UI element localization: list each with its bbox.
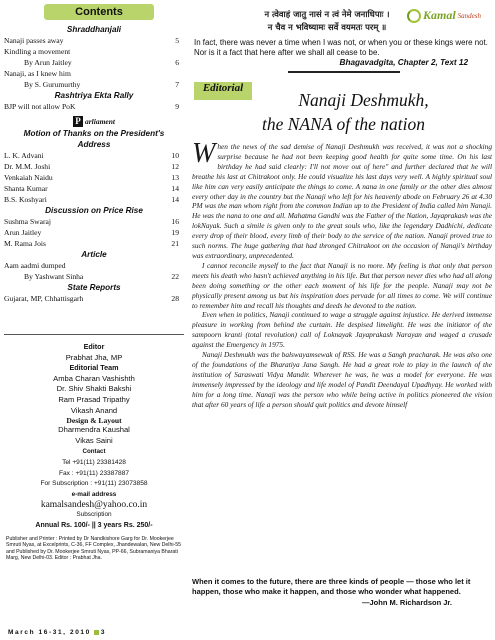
contact-label: Contact [82, 448, 106, 456]
drop-cap: W [192, 138, 216, 169]
toc-section-title: Motion of Thanks on the President's Address [23, 129, 165, 149]
editor-label: Editor [83, 342, 105, 351]
editor-name: Prabhat Jha, MP [65, 352, 123, 362]
toc-entry[interactable] [4, 271, 184, 282]
bottom-quote-attribution: —John M. Richardson Jr. [362, 597, 453, 607]
toc-entry-text: By Yashwant Sinha [24, 272, 84, 281]
toc-entry[interactable] [4, 238, 184, 249]
team-member: Ram Prasad Tripathy [58, 394, 130, 404]
toc-entry-page: 7 [175, 80, 179, 89]
toc-entry[interactable] [4, 293, 184, 304]
team-member: Amba Charan Vashishth [53, 373, 135, 383]
editorial-body [192, 138, 492, 409]
square-bullet-icon [94, 630, 99, 635]
toc-entry-page: 22 [171, 272, 179, 281]
toc-entry-text: Nanaji, as I knew him [4, 69, 71, 78]
article-paragraph: I cannot reconcile myself to the fact that Nanaji is no more. My feeling is that only that person meets his death who hasn't achieved anything in his life. But that person never dies who had all along been doing something or the other each moment of his life for the people. Nanaji may not be physically present among us but his inspiration does pervade for all times to come. We will continue to remember him and recall his thoughts and deeds he devoted to the nation. [192, 260, 492, 310]
table-of-contents [4, 24, 184, 304]
toc-section-title: Discussion on Price Rise [45, 206, 143, 215]
subscription-tel: For Subscription : +91(11) 23073858 [40, 480, 148, 488]
toc-entry[interactable] [4, 101, 184, 112]
toc-entry-text: By Arun Jaitley [24, 58, 72, 67]
article-paragraph: Even when in politics, Nanaji continued to wage a struggle against injustice. He derived immense pleasure in working from behind the curtain. He despised limelight. He was the initiator of the sampoorn kranti (total revolution) call of Loknayak Jayaprakash Narayan and waged a crusade against the Emergency in 1975. [192, 310, 492, 350]
parliament-logo [4, 114, 184, 128]
toc-entry-page: 21 [171, 239, 179, 248]
toc-entry-text: Arun Jaitley [4, 228, 42, 237]
quote-text: In fact, there was never a time when I was not, or when you or these kings were not. Nor is it a fact that here after we shall all cease to be. [194, 38, 488, 57]
toc-entry[interactable] [4, 150, 184, 161]
contents-heading: Contents [44, 4, 154, 20]
toc-entry[interactable] [4, 35, 184, 46]
sanskrit-verse [192, 8, 462, 34]
publisher-note: Publisher and Printer : Printed by Dr Nandkishore Garg for Dr. Mookerjee Smruti Nyas, at Excelprints, C-36, FF Complex, Jhandewalan, New Delhi-55 and Published by Dr. Mookerjee Smruti Nyas, PP-66, Subramaniya Bharati Marg, New Delhi-03. Editor : Prabhat Jha. [6, 535, 181, 562]
page-number: 3 [100, 629, 107, 636]
parliament-logo-letter: P [73, 116, 83, 127]
toc-entry-page: 9 [175, 102, 179, 111]
subscription-label: Subscription [76, 511, 112, 519]
quote-divider [288, 71, 400, 73]
toc-entry-text: L. K. Advani [4, 151, 44, 160]
contact-tel: Tel +91(11) 23381428 [62, 458, 126, 466]
toc-section-title: State Reports [67, 283, 121, 292]
parliament-logo-word: arliament [84, 116, 115, 126]
toc-entry-text: Venkaiah Naidu [4, 173, 53, 182]
toc-entry-page: 28 [171, 294, 179, 303]
toc-entry-text: BJP will not allow PoK [4, 102, 76, 111]
toc-entry-page: 16 [171, 217, 179, 226]
team-member: Vikash Anand [70, 405, 118, 415]
verse-translation [194, 38, 490, 67]
toc-entry[interactable] [4, 57, 184, 68]
toc-entry-text: Aam aadmi dumped [4, 261, 66, 270]
email-address[interactable]: kamalsandesh@yahoo.co.in [40, 500, 148, 511]
editorial-team-label: Editorial Team [69, 363, 119, 373]
toc-entry-text: B.S. Koshyari [4, 195, 47, 204]
editorial-tag: Editorial [194, 82, 252, 100]
headline-line-1: Nanaji Deshmukh, [298, 90, 429, 110]
toc-entry-text: By S. Gurumurthy [24, 80, 81, 89]
verse-line: न चैव न भविष्यामः सर्वे वयमतः परम् ॥ [267, 22, 387, 32]
toc-entry-text: M. Rama Jois [4, 239, 46, 248]
verse-line: न त्वेवाहं जातु नासं न त्वं नेमे जनाधिपाः । [264, 9, 390, 19]
logo-sub: Sandesh [457, 11, 481, 20]
toc-entry-text: Sushma Swaraj [4, 217, 52, 226]
toc-entry-page: 14 [171, 184, 179, 193]
toc-entry[interactable] [4, 161, 184, 172]
toc-entry-page: 5 [175, 36, 179, 45]
toc-entry-page: 6 [175, 58, 179, 67]
issue-footer [8, 629, 106, 636]
toc-entry-text: Kindling a movement [4, 47, 71, 56]
logo-main: Kamal [422, 8, 456, 22]
design-member: Dharmendra Kaushal [58, 425, 130, 435]
bottom-quote-text: When it comes to the future, there are three kinds of people — those who let it happen, those who make it happen, and those who wonder what happened. [192, 577, 471, 597]
paragraph-text: hen the news of the sad demise of Nanaji Deshmukh was received, it was not a shocking surprise because he had not been keeping good health for quite some time. On his last birthday he had said clearly: I'll not move out of here" and further declared that he will breathe his last at Chitrakoot only. He could visualize his last days very well. A highly spiritual soul like him can very easily anticipate the things to come. A nana in one family or the other dies almost every other day in the country but the Nanaji who left for his heavenly abode on February 26 at 4.30 PM was the man whom right from the common Indian up to the President of India called him Nanaji. He was the nana to one and all. Mahatma Gandhi was the Father of the Nation, Jayaprakash was the lokNayak. Such a simile is given only to the great souls who, like the legendary Dadhichi, dedicate every drop of their blood, every limb of their body to the service of the nation. Nanaji proved true to such norms. The huge gathering that had thronged Chitrakoot on the occasion of Nanaji's birthday was extraordinary, unprecedented. [192, 142, 492, 260]
contents-column [4, 2, 184, 636]
toc-entry[interactable] [4, 68, 184, 79]
toc-entry-page: 19 [171, 228, 179, 237]
quote-citation: Bhagavadgita, Chapter 2, Text 12 [339, 58, 468, 67]
toc-entry-text: Dr. M.M. Joshi [4, 162, 51, 171]
toc-entry-text: Shanta Kumar [4, 184, 48, 193]
contact-fax: Fax : +91(11) 23387887 [58, 469, 130, 477]
toc-section-title: Rashtriya Ekta Rally [54, 91, 134, 100]
editorial-column [192, 0, 495, 640]
toc-entry-page: 13 [171, 173, 179, 182]
design-member: Vikas Saini [75, 435, 113, 445]
toc-entry[interactable] [4, 260, 184, 271]
contents-divider [4, 334, 184, 335]
toc-entry-text: Gujarat, MP, Chhattisgarh [4, 294, 84, 303]
toc-entry[interactable] [4, 227, 184, 238]
headline-line-2: the NANA of the nation [261, 114, 425, 134]
subscription-rates: Annual Rs. 100/- || 3 years Rs. 250/- [35, 521, 153, 529]
toc-entry-page: 14 [171, 195, 179, 204]
toc-entry[interactable] [4, 172, 184, 183]
toc-entry[interactable] [4, 194, 184, 205]
article-paragraph: Nanaji Deshmukh was the balswayamsewak of RSS. He was a Sangh pracharak. He was also one of the foundations of the Bharatiya Jana Sangh. He had a great role to play in the launch of the institution of Saraswati Vidya Mandir. Wherever he was, he was a model for everyone. He was immensely impressed by the ideology and life model of Pandit Deendayal Upadhyay. He worked with him for a long time. Nanaji was the person who while being active in politics pioneered the vision that after 60 years of life a person should quit politics and devote himself [192, 350, 492, 409]
bottom-quote [192, 577, 492, 608]
email-label: e-mail address [71, 490, 117, 498]
headline [192, 88, 495, 136]
toc-entry[interactable] [4, 183, 184, 194]
issue-date: March 16-31, 2010 [8, 629, 91, 636]
team-member: Dr. Shiv Shakti Bakshi [56, 384, 132, 394]
masthead [4, 342, 184, 562]
article-paragraph [192, 138, 492, 261]
toc-entry-page: 10 [171, 151, 179, 160]
toc-entry[interactable] [4, 79, 184, 90]
toc-entry[interactable] [4, 216, 184, 227]
toc-section-title: Article [81, 250, 107, 259]
toc-entry[interactable] [4, 46, 184, 57]
toc-entry-page: 12 [171, 162, 179, 171]
design-label: Design & Layout [66, 416, 122, 426]
toc-section-title: Shraddhanjali [66, 25, 122, 34]
toc-entry-text: Nanaji passes away [4, 36, 64, 45]
